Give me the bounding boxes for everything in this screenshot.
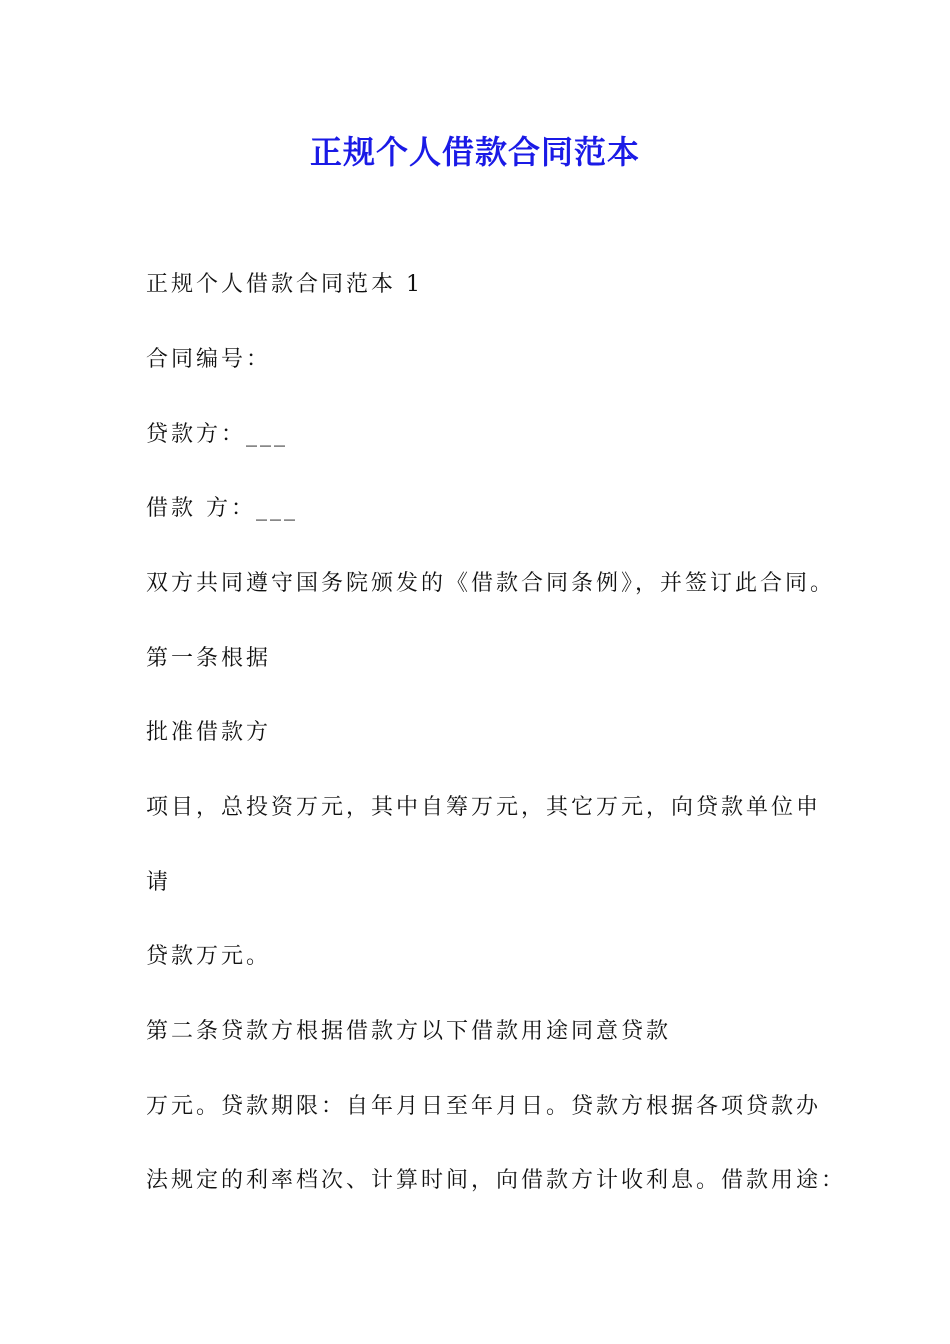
paragraph-apply: 请 [146,870,172,895]
paragraph-article-2: 第二条贷款方根据借款方以下借款用途同意贷款 [146,1019,672,1044]
document-title: 正规个人借款合同范本 [309,133,640,171]
paragraph-approve: 批准借款方 [146,720,272,745]
paragraph-loan-term: 万元。贷款期限：自年月日至年月日。贷款方根据各项贷款办 [146,1094,822,1119]
paragraph-loan-amount: 贷款万元。 [146,944,272,969]
paragraph-contract-number: 合同编号： [146,347,272,372]
paragraph-interest: 法规定的利率档次、计算时间，向借款方计收利息。借款用途： [146,1168,847,1193]
paragraph-heading-1: 正规个人借款合同范本 1 [146,272,423,297]
paragraph-project: 项目，总投资万元，其中自筹万元，其它万元，向贷款单位申 [146,795,822,820]
paragraph-preamble: 双方共同遵守国务院颁发的《借款合同条例》，并签订此合同。 [146,571,836,596]
paragraph-borrower: 借款 方：___ [146,496,298,521]
paragraph-article-1: 第一条根据 [146,646,272,671]
paragraph-lender: 贷款方：___ [146,422,289,447]
